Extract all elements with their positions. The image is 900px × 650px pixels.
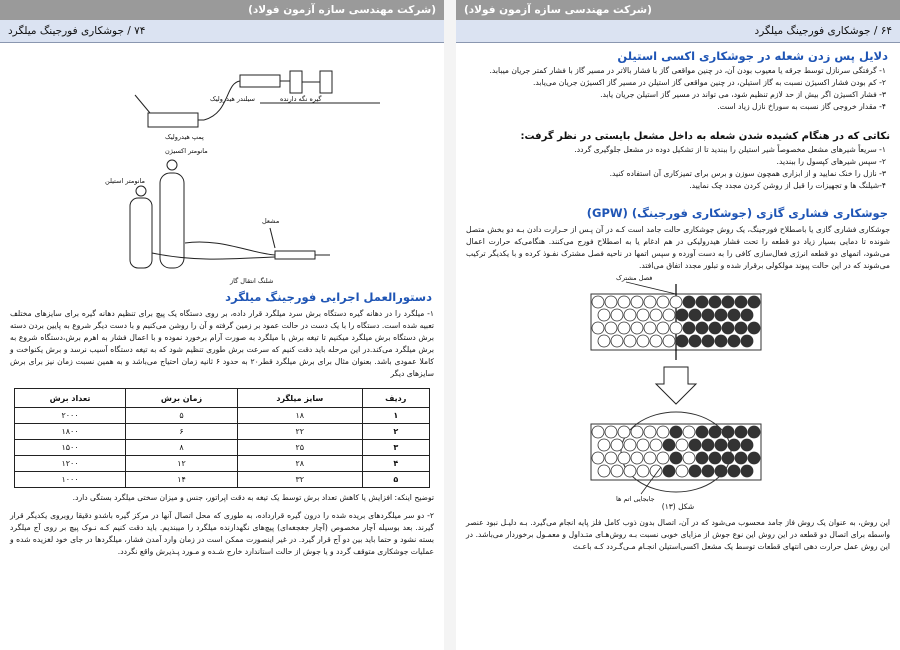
- dark-atom: [709, 322, 721, 334]
- dark-atom: [670, 452, 682, 464]
- section1-title: دلایل پس زدن شعله در جوشکاری اکسی استیلن: [617, 49, 888, 63]
- dark-atom: [689, 335, 701, 347]
- light-atom: [618, 296, 630, 308]
- dark-atom: [715, 465, 727, 477]
- light-atom: [637, 309, 649, 321]
- hydraulic-cylinder: [240, 75, 280, 87]
- dark-atom: [702, 309, 714, 321]
- right-running-title: ۶۴ / جوشکاری فورجینگ میلگرد: [456, 20, 900, 43]
- dark-atom: [715, 309, 727, 321]
- light-atom: [637, 465, 649, 477]
- dark-atom: [709, 296, 721, 308]
- dark-atom: [696, 426, 708, 438]
- light-atom: [676, 465, 688, 477]
- light-atom: [650, 439, 662, 451]
- dark-atom: [735, 322, 747, 334]
- light-atom: [598, 465, 610, 477]
- light-atom: [624, 309, 636, 321]
- dark-atom: [683, 296, 695, 308]
- light-atom: [631, 296, 643, 308]
- light-atom: [683, 452, 695, 464]
- light-atom: [650, 335, 662, 347]
- table-row: [15, 408, 430, 424]
- light-atom: [598, 439, 610, 451]
- light-atom: [650, 465, 662, 477]
- light-atom: [611, 439, 623, 451]
- table-cell: ۳۲: [238, 472, 363, 488]
- light-atom: [624, 335, 636, 347]
- right-page: [456, 0, 900, 650]
- list-item: ۴- مقدار خروجی گاز نسبت به سوراخ نازل زیاد است.: [717, 102, 886, 111]
- table-cell: ۵: [362, 472, 429, 488]
- welding-torch: [275, 251, 315, 259]
- oxygen-gauge: [167, 160, 177, 170]
- oxygen-cylinder: [160, 173, 184, 268]
- table-row: [15, 424, 430, 440]
- list-item: ۳- نازل را خنک نمایید و از ابزاری همچون سوزن و برس برای تمیزکاری آن استفاده کنید.: [609, 169, 886, 178]
- table-row: [15, 472, 430, 488]
- table-cell: ۱۲: [126, 456, 238, 472]
- atom-diffusion-figure: [456, 272, 900, 504]
- table-cell: ۱: [362, 408, 429, 424]
- clamp-body: [320, 71, 332, 93]
- light-atom: [644, 296, 656, 308]
- dark-atom: [683, 322, 695, 334]
- list-item: ۴-شیلنگ ها و تجهیزات را قبل از روشن کردن مجدد چک نمایید.: [689, 181, 886, 190]
- light-atom: [631, 322, 643, 334]
- left-company-header: (شرکت مهندسی سازه آزمون فولاد): [0, 0, 444, 20]
- dark-atom: [709, 426, 721, 438]
- left-page: [0, 0, 444, 650]
- table-cell: ۲۸: [238, 456, 363, 472]
- gas-hose: [185, 242, 275, 255]
- table-header-cell: تعداد برش: [15, 389, 126, 408]
- dark-atom: [676, 309, 688, 321]
- light-atom: [644, 452, 656, 464]
- dark-atom: [728, 439, 740, 451]
- table-cell: ۴: [362, 456, 429, 472]
- dark-atom: [676, 335, 688, 347]
- dark-atom: [748, 322, 760, 334]
- dark-atom: [696, 452, 708, 464]
- light-atom: [592, 322, 604, 334]
- acetylene-cylinder: [130, 198, 152, 268]
- dark-atom: [741, 335, 753, 347]
- dark-atom: [722, 322, 734, 334]
- table-cell: ۱۵۰۰: [15, 440, 126, 456]
- table-cell: ۱۴: [126, 472, 238, 488]
- dark-atom: [702, 439, 714, 451]
- dark-atom: [689, 309, 701, 321]
- right-company-header: [456, 0, 900, 20]
- section2-list: [470, 144, 886, 192]
- dark-atom: [715, 335, 727, 347]
- light-atom: [657, 296, 669, 308]
- list-item: ۱- گرفتگی سرنازل توسط جرقه یا معیوب بودن آن، در چنین مواقعی گاز با فشار بالاتر در مسیر گاز با فشار کمتر جریان میبابد.: [489, 66, 886, 75]
- light-atom: [605, 452, 617, 464]
- light-atom: [657, 452, 669, 464]
- light-atom: [657, 322, 669, 334]
- list-item: ۳- فشار اکسیژن اگر بیش از حد لازم تنظیم شود، می تواند در مسیر گاز استیلن جریان یابد.: [600, 90, 886, 99]
- light-atom: [605, 296, 617, 308]
- light-atom: [592, 452, 604, 464]
- dark-atom: [715, 439, 727, 451]
- section1-list: [470, 65, 886, 113]
- dark-atom: [741, 309, 753, 321]
- dark-atom: [663, 439, 675, 451]
- label-acetylene-gauge: مانومتر استیلن: [105, 177, 145, 185]
- table-row: [15, 456, 430, 472]
- section2-title: نکاتی که در هنگام کشیده شدن شعله به داخل مشعل بایستی در نظر گرفت:: [520, 131, 890, 142]
- dark-atom: [728, 309, 740, 321]
- list-item: ۲- سپس شیرهای کپسول را ببندید.: [776, 157, 886, 166]
- page-gutter: [444, 0, 456, 650]
- dark-atom: [696, 296, 708, 308]
- light-atom: [611, 309, 623, 321]
- table-header-cell: زمان برش: [126, 389, 238, 408]
- hydraulic-press-figure: [0, 43, 444, 143]
- dark-atom: [735, 452, 747, 464]
- table-row: [15, 440, 430, 456]
- label-atom-displacement: جابجایی اتم ها: [616, 495, 655, 503]
- dark-atom: [670, 426, 682, 438]
- light-atom: [611, 335, 623, 347]
- table-cell: ۲: [362, 424, 429, 440]
- table-header-cell: سایز میلگرد: [238, 389, 363, 408]
- left-paragraph-2: ۲- دو سر میلگردهای بریده شده را درون گیره قرارداده، به طوری که محل اتصال آنها در مرکز گیره باشدو دقیقا روبروی یکدیگر قرار گیرند. بعد بوسیله آچار مخصوص (آچار جغجغه‌ای) پیچ‌های نگهدارنده میلگرد را میبندیم. باید دقت کنیم کـه نـوک پیچ بر روی آج میلگرد بسته نشود و حتما باید بین دو آج قرار گیرد. در غیر اینصورت ممکن است در زمان وارد آمدن فشار، میلگردها در جای خود لغزیده شده و عملیات جوشکاری متوقف گردد و یا جوش از حالت استاندارد خارج شـده و مـورد پـذیرش واقع نگردد.: [10, 511, 434, 556]
- label-interface: فصل مشترک: [616, 274, 653, 282]
- table-cell: ۲۵: [238, 440, 363, 456]
- dark-atom: [735, 296, 747, 308]
- light-atom: [592, 296, 604, 308]
- light-atom: [631, 452, 643, 464]
- dark-atom: [696, 322, 708, 334]
- table-cell: ۱۲۰۰: [15, 456, 126, 472]
- light-atom: [624, 465, 636, 477]
- dark-atom: [689, 439, 701, 451]
- table-cell: ۲۰۰۰: [15, 408, 126, 424]
- light-atom: [618, 426, 630, 438]
- pump-handle: [135, 95, 150, 113]
- dark-atom: [709, 452, 721, 464]
- dark-atom: [735, 426, 747, 438]
- table-cell: ۵: [126, 408, 238, 424]
- pump-body: [148, 113, 198, 127]
- dark-atom: [702, 465, 714, 477]
- label-torch: مشعل: [262, 217, 280, 225]
- left-section-title: دستورالعمل اجرایی فورجینگ میلگرد: [225, 290, 432, 304]
- table-cell: ۳: [362, 440, 429, 456]
- figure-caption: شکل (۱۳): [661, 502, 695, 511]
- left-paragraph-1: ۱- میلگرد را در دهانه گیره دستگاه برش سرد میلگرد قرار داده، بر روی دستگاه یک پیچ برای تنظیم دهانه گیره برای سایزهای مختلف تعبیه شده است. دستگاه را با یک دست در حالت عمود بر زمین گرفته و آن را روشن می‌کنیم و با دست دیگر شروع به پایین بردن دسته برش دستگاه برش میلگرد میکنیم تا تیغه برش با میلگرد به صورت آرام برخورد نموده و با اعمال فشار به اهرم برش،دستگاه شروع به برش میلگرد می‌کند.در این مرحله باید دقت کنیم که سرعت برش طوری تنظیم شود که به تیغه دستگاه آسیب نرسد و برش یکنواخت و کاملا عمودی باشد. بعنوان مثال برای برش میلگرد قطر۲۰ به حدود ۶ ثانیه زمان احتیاج می‌باشد و به همین نسبت زمان نیز برای برش سایزهای دیگر: [10, 309, 435, 378]
- label-hose: شلنگ انتقال گاز: [230, 277, 274, 285]
- down-arrow-icon: [656, 367, 696, 404]
- light-atom: [611, 465, 623, 477]
- light-atom: [618, 452, 630, 464]
- light-atom: [683, 426, 695, 438]
- dark-atom: [741, 439, 753, 451]
- light-atom: [663, 335, 675, 347]
- dark-atom: [663, 465, 675, 477]
- light-atom: [670, 296, 682, 308]
- dark-atom: [748, 452, 760, 464]
- light-atom: [605, 426, 617, 438]
- dark-atom: [722, 296, 734, 308]
- table-cell: ۲۲: [238, 424, 363, 440]
- gas-cylinders-figure: [0, 143, 444, 288]
- light-atom: [624, 439, 636, 451]
- dark-atom: [748, 426, 760, 438]
- label-cylinder: سیلندر هیدرولیک: [210, 95, 255, 103]
- dark-atom: [728, 335, 740, 347]
- light-atom: [644, 322, 656, 334]
- light-atom: [650, 309, 662, 321]
- table-cell: ۸: [126, 440, 238, 456]
- dark-atom: [689, 465, 701, 477]
- light-atom: [598, 335, 610, 347]
- right-company-text: (شرکت مهندسی سازه آزمون فولاد): [464, 4, 652, 16]
- dark-atom: [722, 452, 734, 464]
- table-cell: ۱۰۰۰: [15, 472, 126, 488]
- table-cell: ۱۸۰۰: [15, 424, 126, 440]
- light-atom: [637, 439, 649, 451]
- light-atom: [598, 309, 610, 321]
- list-item: ۲- کم بودن فشار اکسیژن نسبت به گاز استیلن، در چنین مواقعی گاز استیلن در مسیر گاز اکسیژن جریان می‌یابد.: [532, 78, 886, 87]
- light-atom: [631, 426, 643, 438]
- left-running-title: ۷۴ / جوشکاری فورجینگ میلگرد: [0, 20, 444, 43]
- dark-atom: [702, 335, 714, 347]
- list-item: ۱- سریعاً شیرهای مشعل مخصوصاً شیر استیلن را ببندید تا از تشکیل دوده در مشعل جلوگیری گردد.: [574, 145, 886, 154]
- light-atom: [644, 426, 656, 438]
- closing-paragraph: این روش، به عنوان یک روش فاز جامد محسوب می‌شود که در آن، اتصال بدون ذوب کامل فلز پایه انجام می‌گیرد. بـه دلیـل نبود عنصر واسطه برای اتصال دو قطعه در این روش این نوع جوش از مزایای خوبی نسبت بـه روش‌هـای متـداول و معمـول برخوردار می‌باشد. در این روش عمل حرارت دهی انتهای قطعات توسط یک مشعل اکسی‌استیلن انجـام مـی‌گـردد کـه باعـث: [466, 518, 890, 551]
- dark-atom: [748, 296, 760, 308]
- cutting-table: [14, 388, 430, 488]
- table-cell: ۱۸: [238, 408, 363, 424]
- light-atom: [670, 322, 682, 334]
- light-atom: [592, 426, 604, 438]
- light-atom: [657, 426, 669, 438]
- label-pump: پمپ هیدرولیک: [165, 133, 204, 141]
- table-header-cell: ردیف: [362, 389, 429, 408]
- label-oxygen-gauge: مانومتر اکسیژن: [165, 147, 208, 155]
- dark-atom: [722, 426, 734, 438]
- light-atom: [637, 335, 649, 347]
- table-note: توضیح اینکه: افزایش یا کاهش تعداد برش توسط یک تیغه به دقت اپراتور، جنس و میزان سختی میلگرد بستگی دارد.: [72, 493, 434, 502]
- section3-paragraph: جوشکاری فشاری گازی یا باصطلاح فورجینگ، یک روش جوشکاری حالت جامد است کـه در آن پـس از حـرارت دادن بـه دو بخش متصل شونده تا دمایی بسیار زیاد دو قطعه را تحت فشار هیدرولیکی در هم ادغام یا به اصطلاح فورج می‌کنند. هنگامی‌که حرارت اعمال می‌شود، اتمهای دو قطعه انرژی فعال‌سازی کافی را به دست آورده و سپس اتمها در ناحیه فصل مشترک نفـوذ کرده و با یکدیگر ترکیب می‌شوند که در این حالت پیوند مولکولی برقرار شده و تبلور مجدد اتفاق می‌افتد.: [466, 225, 890, 270]
- table-cell: ۶: [126, 424, 238, 440]
- acetylene-gauge: [136, 186, 146, 196]
- table-header-row: [15, 389, 430, 408]
- light-atom: [663, 309, 675, 321]
- section3-title: جوشکاری فشاری گازی (جوشکاری فورجینگ) (GPW): [586, 206, 888, 220]
- dark-atom: [728, 465, 740, 477]
- dark-atom: [741, 465, 753, 477]
- label-clamp: گیره نگه دارنده: [280, 95, 322, 103]
- light-atom: [605, 322, 617, 334]
- light-atom: [618, 322, 630, 334]
- light-atom: [676, 439, 688, 451]
